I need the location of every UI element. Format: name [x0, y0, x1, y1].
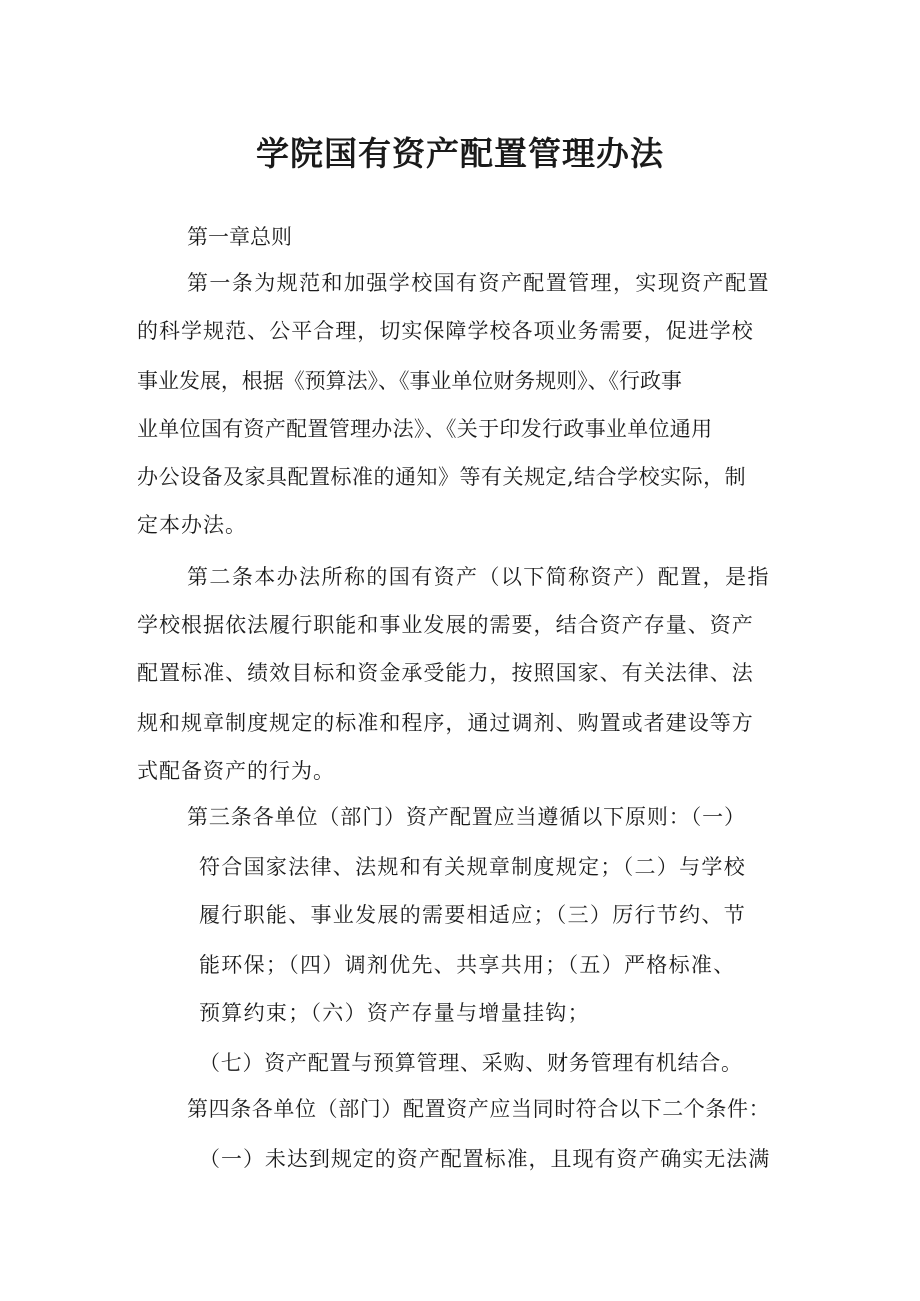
paragraph-line: 业单位国有资产配置管理办法》、《关于印发行政事业单位通用 — [137, 417, 713, 441]
paragraph-line: 第一条为规范和加强学校国有资产配置管理，实现资产配置 — [187, 271, 770, 295]
chapter-heading: 第一章总则 — [187, 225, 292, 249]
paragraph-line: 第二条本办法所称的国有资产（以下简称资产）配置，是指 — [187, 565, 770, 589]
paragraph-line: 的科学规范、公平合理，切实保障学校各项业务需要，促进学校 — [137, 319, 754, 343]
paragraph-line: 式配备资产的行为。 — [137, 759, 335, 783]
paragraph-line: 学校根据依法履行职能和事业发展的需要，结合资产存量、资产 — [137, 613, 754, 637]
paragraph-line: 第三条各单位（部门）资产配置应当遵循以下原则：（一） — [187, 805, 746, 829]
paragraph-line: （一）未达到规定的资产配置标准，且现有资产确实无法满 — [199, 1147, 771, 1171]
document-title: 学院国有资产配置管理办法 — [256, 134, 664, 173]
paragraph-line: 能环保；（四）调剂优先、共享共用；（五）严格标准、 — [199, 953, 736, 977]
paragraph-line: 预算约束；（六）资产存量与增量挂钩； — [199, 1001, 590, 1025]
paragraph-line: 配置标准、绩效目标和资金承受能力，按照国家、有关法律、法 — [137, 661, 754, 685]
paragraph-line: 履行职能、事业发展的需要相适应；（三）厉行节约、节 — [199, 903, 746, 927]
paragraph-line: 事业发展，根据《预算法》、《事业单位财务规则》、《行政事 — [137, 369, 682, 393]
paragraph-line: 办公设备及家具配置标准的通知》等有关规定,结合学校实际，制 — [137, 465, 747, 489]
paragraph-line: 规和规章制度规定的标准和程序，通过调剂、购置或者建设等方 — [137, 711, 754, 735]
paragraph-line: 定本办法。 — [137, 513, 247, 537]
paragraph-line: 第四条各单位（部门）配置资产应当同时符合以下二个条件： — [187, 1097, 771, 1121]
paragraph-line: （七）资产配置与预算管理、采购、财务管理有机结合。 — [199, 1051, 743, 1075]
paragraph-line: 符合国家法律、法规和有关规章制度规定；（二）与学校 — [199, 855, 746, 879]
